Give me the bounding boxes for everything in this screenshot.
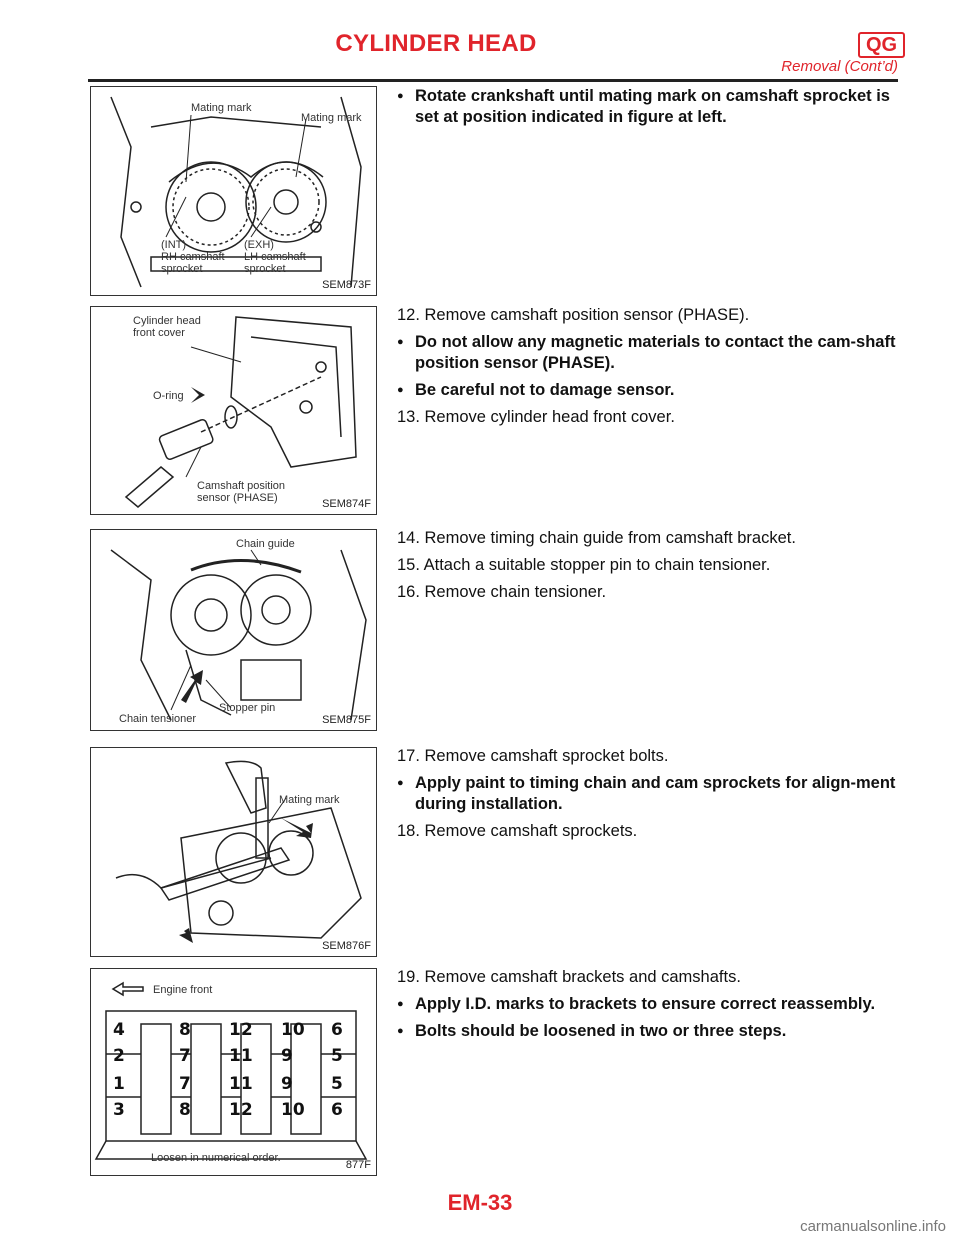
bolt-number: 7 bbox=[179, 1074, 191, 1094]
label-exh-sprocket: (EXH) LH camshaft sprocket bbox=[244, 239, 306, 275]
bolt-number: 4 bbox=[113, 1020, 125, 1040]
figure-code: 877F bbox=[345, 1159, 371, 1171]
figure-code: SEM876F bbox=[322, 940, 371, 952]
label-mating-mark: Mating mark bbox=[279, 794, 340, 806]
figure-sem873f bbox=[90, 86, 377, 296]
section-5 bbox=[397, 967, 897, 1048]
camshaft-bracket-illustration bbox=[91, 969, 376, 1175]
bolt-number: 8 bbox=[179, 1020, 191, 1040]
instruction-step: 12. Remove camshaft position sensor (PHASE). bbox=[397, 306, 750, 324]
figure-sem875f bbox=[90, 529, 377, 731]
label-head-front-cover: Cylinder head front cover bbox=[133, 315, 201, 339]
instruction-step: 17. Remove camshaft sprocket bolts. bbox=[397, 747, 669, 765]
instruction-bullet: ● Be careful not to damage sensor. bbox=[397, 380, 897, 401]
instruction-bullet: ● Bolts should be loosened in two or three steps. bbox=[397, 1021, 897, 1042]
bolt-number: 9 bbox=[281, 1074, 293, 1094]
label-mating-mark-1: Mating mark bbox=[191, 102, 252, 114]
label-chain-tensioner: Chain tensioner bbox=[119, 713, 197, 725]
instruction-step: 16. Remove chain tensioner. bbox=[397, 583, 607, 601]
figure-877f bbox=[90, 968, 377, 1176]
bolt-number: 2 bbox=[113, 1046, 125, 1066]
figure-sem876f bbox=[90, 747, 377, 957]
bolt-number: 12 bbox=[229, 1100, 253, 1120]
label-o-ring: O-ring bbox=[153, 390, 184, 402]
bolt-number: 3 bbox=[113, 1100, 125, 1120]
label-mating-mark-2: Mating mark bbox=[301, 112, 362, 124]
sprocket-bolts-illustration bbox=[91, 748, 376, 956]
label-int-sprocket: (INT) RH camshaft sprocket bbox=[161, 239, 225, 275]
section-1 bbox=[397, 86, 897, 134]
instruction-bullet: ● Apply paint to timing chain and cam sprockets for align-ment during installation. bbox=[397, 773, 897, 815]
engine-badge: QG bbox=[858, 32, 905, 58]
bolt-number: 5 bbox=[331, 1046, 343, 1066]
figure-code: SEM873F bbox=[322, 279, 371, 291]
instruction-step: 19. Remove camshaft brackets and camshafts. bbox=[397, 968, 741, 986]
label-camshaft-sensor: Camshaft position sensor (PHASE) bbox=[197, 480, 286, 504]
instruction-step: 18. Remove camshaft sprockets. bbox=[397, 822, 638, 840]
instruction-bullet: ● Rotate crankshaft until mating mark on camshaft sprocket is set at position indicated in figure at left. bbox=[397, 86, 897, 128]
bolt-number: 6 bbox=[331, 1020, 343, 1040]
label-engine-front: Engine front bbox=[153, 984, 213, 996]
figure-code: SEM875F bbox=[322, 714, 371, 726]
bolt-number: 10 bbox=[281, 1020, 305, 1040]
page-number: EM-33 bbox=[447, 1190, 513, 1215]
page-subtitle: Removal (Cont’d) bbox=[781, 58, 898, 75]
instruction-step: 15. Attach a suitable stopper pin to chain tensioner. bbox=[397, 556, 771, 574]
section-3 bbox=[397, 528, 897, 609]
chain-tensioner-illustration bbox=[91, 530, 376, 730]
bolt-number: 12 bbox=[229, 1020, 253, 1040]
instruction-step: 14. Remove timing chain guide from camshaft bracket. bbox=[397, 529, 796, 547]
bolt-number: 11 bbox=[229, 1046, 253, 1066]
header-rule bbox=[88, 79, 898, 82]
bolt-number: 5 bbox=[331, 1074, 343, 1094]
bolt-number: 6 bbox=[331, 1100, 343, 1120]
section-4 bbox=[397, 746, 897, 848]
bolt-number: 1 bbox=[113, 1074, 125, 1094]
label-loosen-order: Loosen in numerical order. bbox=[151, 1152, 281, 1164]
figure-code: SEM874F bbox=[322, 498, 371, 510]
instruction-bullet: ● Apply I.D. marks to brackets to ensure correct reassembly. bbox=[397, 994, 897, 1015]
bolt-number: 9 bbox=[281, 1046, 293, 1066]
watermark: carmanualsonline.info bbox=[800, 1218, 946, 1235]
instruction-bullet: ● Do not allow any magnetic materials to contact the cam-shaft position sensor (PHASE). bbox=[397, 332, 897, 374]
instruction-step: 13. Remove cylinder head front cover. bbox=[397, 408, 675, 426]
bolt-number: 8 bbox=[179, 1100, 191, 1120]
bolt-number: 7 bbox=[179, 1046, 191, 1066]
label-chain-guide: Chain guide bbox=[236, 538, 295, 550]
bolt-number: 10 bbox=[281, 1100, 305, 1120]
bolt-number: 11 bbox=[229, 1074, 253, 1094]
label-stopper-pin: Stopper pin bbox=[219, 702, 276, 714]
figure-sem874f bbox=[90, 306, 377, 515]
page-title: CYLINDER HEAD bbox=[335, 30, 537, 57]
section-2 bbox=[397, 305, 897, 434]
